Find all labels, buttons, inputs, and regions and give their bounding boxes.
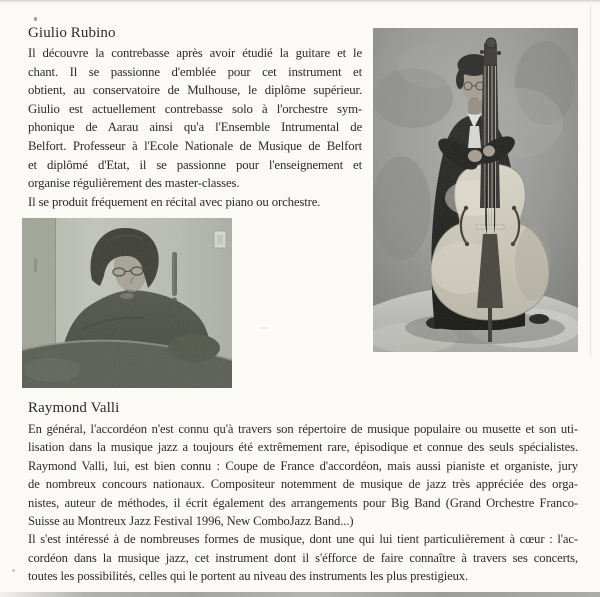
text-line: lisation dans la musique jazz a toujours été extrêmement rare, épisodique et connue des seuls spécialistes. (28, 440, 578, 455)
heading-raymond-valli: Raymond Valli (28, 400, 120, 416)
text-line: Belfort. Professeur à l'Ecole Nationale de Musique de Belfort (28, 138, 362, 153)
text-line: et diplômé d'Etat, il se passionne pour l'enseignement et (28, 157, 362, 172)
text-line: organise régulièrement des master-classes. (28, 176, 240, 191)
text-line: obtient, au conservatoire de Mulhouse, le diplôme supérieur. (28, 83, 362, 98)
scan-artifact (34, 17, 37, 21)
text-line: Suisse au Montreux Jazz Festival 1996, New ComboJazz Band...) (28, 514, 354, 529)
text-line: cordéon dans la musique jazz, cet instrument dont il s'éfforce de faire connaître à travers ses concerts, (28, 550, 578, 565)
scan-artifact (263, 327, 265, 329)
text-line: toutes les possibilités, celles qui le portent au niveau des instruments les plus prestigieux. (28, 569, 469, 584)
text-line: Giulio est actuellement contrebasse solo à l'orchestre sym- (28, 101, 362, 116)
text-line: Il découvre la contrebasse après avoir étudié la guitare et le (28, 46, 362, 60)
photo-giulio-rubino (373, 28, 578, 352)
scan-artifact (590, 6, 591, 356)
heading-giulio-rubino: Giulio Rubino (28, 25, 116, 41)
text-line: chant. Il se passionne d'emblée pour cet instrument et (28, 64, 362, 79)
text-line: Il se produit fréquement en récital avec piano ou orchestre. (28, 194, 321, 209)
text-line: Raymond Valli, lui, est bien connu : Coupe de France d'accordéon, mais aussi pianiste et organiste, jury (28, 458, 578, 473)
text-line: En général, l'accordéon n'est connu qu'à travers son répertoire de musique populaire ou musette et son uti- (28, 422, 578, 436)
paragraph-raymond (28, 420, 578, 586)
scan-artifact (12, 569, 15, 572)
scan-edge-bottom (0, 592, 600, 597)
text-line: Il s'est intéressé à de nombreuses formes de musique, dont une qui lui tient particulièrement à cœur : l'ac- (28, 532, 578, 547)
text-line: de nombreux concours nationaux. Compositeur notemment de musique de jazz très appréciée des orga- (28, 477, 578, 492)
photo-grain (373, 28, 578, 352)
paragraph-giulio (28, 44, 362, 211)
photo-raymond-valli (22, 218, 232, 388)
photo-grain (22, 218, 232, 388)
scan-edge-top (0, 0, 600, 3)
text-line: nistes, auteur de méthodes, il écrit également des arrangements pour Big Band (Grand Orchestre Franco- (28, 495, 578, 510)
text-line: phonique de Aarau ainsi qu'a l'Ensemble Intrumental de (28, 120, 362, 135)
